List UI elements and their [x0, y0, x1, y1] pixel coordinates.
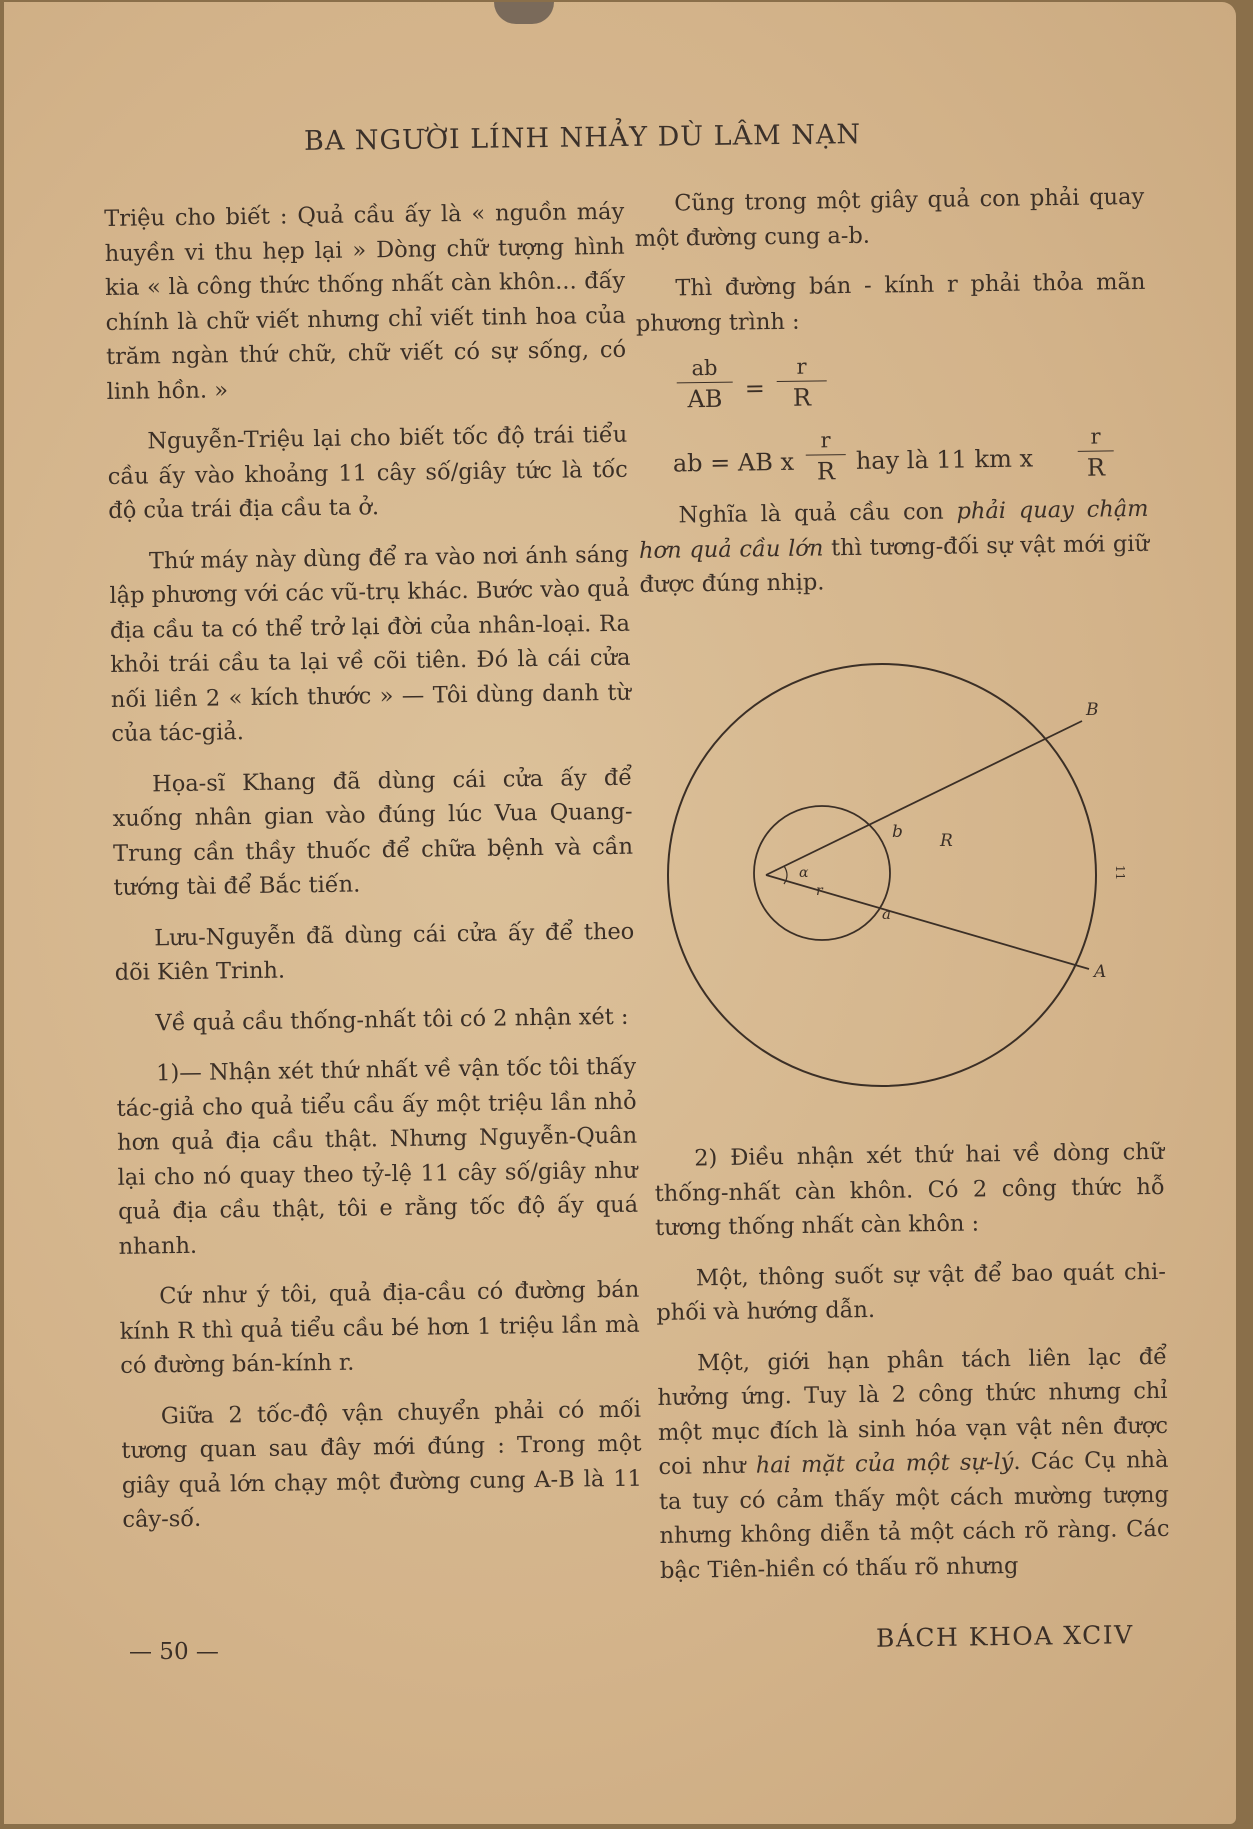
label-B: B — [1086, 700, 1099, 720]
fraction-denominator: R — [792, 383, 812, 412]
text-run: Nghĩa là quả cầu con — [678, 498, 957, 529]
paper-stain — [494, 2, 554, 24]
fraction-bar — [677, 382, 733, 384]
text-run: . Các Cụ nhà ta tuy có cảm thấy một cách mường tượng nhưng không diễn tả một cách rõ ràng. Các bậc Tiên-hiền có thấu rõ nhưng — [658, 1446, 1170, 1584]
fraction-denominator: R — [1086, 453, 1106, 482]
fraction-numerator: r — [1090, 424, 1101, 449]
right-column-bottom — [654, 1135, 1170, 1604]
left-column — [104, 195, 643, 1554]
circles-diagram — [654, 647, 1127, 1117]
paragraph — [638, 492, 1149, 603]
equation-lhs: ab = AB x — [672, 447, 795, 478]
label-R: R — [940, 831, 953, 851]
right-column-top — [634, 180, 1150, 619]
label-r: r — [816, 883, 823, 899]
fraction-r-R — [776, 354, 827, 412]
label-A: A — [1094, 962, 1107, 982]
equals-sign: = — [744, 374, 766, 403]
paragraph: 2) Điều nhận xét thứ hai về dòng chữ thống-nhất càn khôn. Có 2 công thức hỗ tương thống nhất càn khôn : — [654, 1138, 1165, 1241]
fraction-r-R — [1077, 424, 1114, 481]
paragraph: Cứ như ý tôi, quả địa-cầu có đường bán kính R thì quả tiểu cầu bé hơn 1 triệu lần mà có đường bán-kính r. — [119, 1276, 640, 1379]
magazine-name: BÁCH KHOA XCIV — [875, 1620, 1134, 1653]
equation-arc — [637, 420, 1148, 499]
paragraph: Một, thông suốt sự vật để bao quát chi-phối và hướng dẫn. — [656, 1258, 1167, 1326]
emphasis: hai mặt của một sự-lý — [755, 1449, 1014, 1479]
small-circle — [754, 806, 890, 940]
label-b: b — [892, 822, 903, 842]
fraction-bar — [1078, 450, 1114, 452]
emphasis: phải quay chậm hơn quả cầu lớn — [638, 495, 1149, 564]
paragraph: Họa-sĩ Khang đã dùng cái cửa ấy để xuống nhân gian vào đúng lúc Vua Quang-Trung cần thầy thuốc để chữa bệnh và cần tướng tài để Bắc tiến. — [112, 764, 634, 901]
paragraph: Thì đường bán - kính r phải thỏa mãn phương trình : — [635, 268, 1146, 337]
fraction-denominator: R — [816, 457, 836, 486]
paragraph: Về quả cầu thống-nhất tôi có 2 nhận xét : — [155, 1003, 629, 1036]
paragraph: Giữa 2 tốc-độ vận chuyển phải có mối tương quan sau đây mới đúng : Trong một giây quả lớn chạy một đường cung A-B là 11 cây-số. — [121, 1396, 643, 1533]
document-page — [4, 2, 1236, 1824]
text-run: Một, giới hạn phân tách liên lạc để hưởng ứng. Tuy là 2 công thức nhưng chỉ một mục đích là sinh hóa vạn vật nên được coi như — [657, 1343, 1169, 1480]
fraction-numerator: r — [820, 428, 831, 453]
fraction-numerator: r — [796, 354, 807, 379]
fraction-numerator: ab — [691, 355, 718, 381]
page-number: — 50 — — [129, 1639, 219, 1665]
equation-ratio — [636, 350, 1147, 427]
page-title: BA NGƯỜI LÍNH NHẢY DÙ LÂM NẠN — [303, 119, 862, 157]
paragraph: Nguyễn-Triệu lại cho biết tốc độ trái tiểu cầu ấy vào khoảng 11 cây số/giây tức là tốc độ của trái địa cầu ta ở. — [107, 421, 628, 524]
radius-line-a — [766, 875, 1089, 969]
paragraph: Lưu-Nguyễn đã dùng cái cửa ấy để theo dõi Kiên Trinh. — [114, 918, 635, 986]
equation-middle: hay là 11 km x — [855, 444, 1034, 475]
text-run: thì tương-đối sự vật mới giữ được đúng nhịp. — [639, 530, 1150, 598]
fraction-r-R — [805, 428, 846, 486]
large-circle — [668, 664, 1096, 1086]
paragraph: Cũng trong một giây quả con phải quay một đường cung a-b. — [634, 183, 1145, 252]
label-a: a — [882, 905, 891, 923]
paragraph: 1)— Nhận xét thứ nhất về vận tốc tôi thấy tác-giả cho quả tiểu cầu ấy một triệu lần nhỏ hơn quả địa cầu thật. Nhưng Nguyễn-Quân lại cho nó quay theo tỷ-lệ 11 cây số/giây như quả địa cầu thật, tôi e rằng tốc độ ấy quá nhanh. — [116, 1053, 639, 1260]
paragraph: Triệu cho biết : Quả cầu ấy là « nguồn máy huyền vi thu hẹp lại » Dòng chữ tượng hình kia « là công thức thống nhất càn khôn... đấy chính là chữ viết nhưng chỉ viết tinh hoa của trăm ngàn thứ chữ, chữ viết có sự sống, có linh hồn. » — [104, 198, 627, 405]
paragraph — [657, 1339, 1170, 1588]
fraction-bar — [806, 454, 846, 456]
fraction-ab-AB — [676, 356, 733, 414]
paragraph: Thứ máy này dùng để ra vào nơi ánh sáng lập phương với các vũ-trụ khác. Bước vào quả địa cầu ta có thể trở lại đời của nhân-loại. Ra khỏi trái cầu ta lại về cõi tiên. Đó là cái cửa nối liền 2 « kích thước » — Tôi dùng danh từ của tác-giả. — [109, 541, 632, 747]
label-side: 11 — [1113, 865, 1127, 881]
fraction-denominator: AB — [687, 384, 723, 414]
fraction-bar — [777, 380, 827, 382]
radius-line-b — [766, 721, 1082, 875]
label-alpha: α — [799, 865, 809, 881]
